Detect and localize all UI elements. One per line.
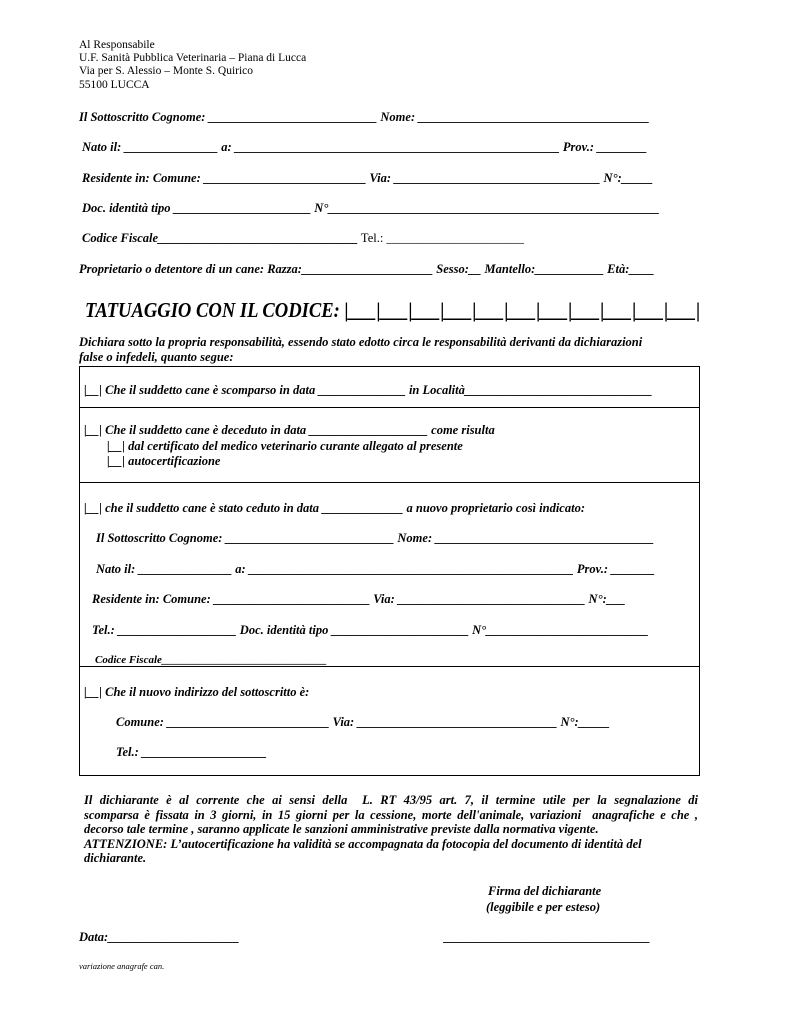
date-field: Data:_____________________ (79, 930, 240, 944)
section-transfer-text: |__| che il suddetto cane è stato ceduto in data _____________ a nuovo proprietario così indicato: (84, 501, 585, 515)
new-address-row: Comune: __________________________ Via: ________________________________ N°:_____ (116, 715, 610, 729)
signature-sublabel: (leggibile e per esteso) (486, 900, 601, 914)
field-row-fiscal-code (82, 232, 524, 245)
legal-notice (84, 793, 698, 866)
tel-label: Tel.: ______________________ (358, 231, 524, 245)
section-lost-text: |__| Che il suddetto cane è scomparso in data ______________ in Località______________________________ (84, 383, 653, 397)
declaration-line-1: Dichiara sotto la propria responsabilità, essendo stato edotto circa le responsabilità derivanti da dichiarazioni (79, 335, 643, 349)
field-row-name: Il Sottoscritto Cognome: ___________________________ Nome: _____________________________________ (79, 110, 650, 124)
new-owner-name-row: Il Sottoscritto Cognome: ___________________________ Nome: ___________________________________ (96, 531, 654, 545)
field-row-birth: Nato il: _______________ a: ____________________________________________________ Prov.: ________ (82, 140, 648, 154)
new-address-tel-row: Tel.: ____________________ (116, 745, 267, 759)
field-row-id-doc: Doc. identità tipo ______________________ N°_____________________________________________________ (82, 201, 660, 215)
section-new-address-text: |__| Che il nuovo indirizzo del sottoscritto è: (84, 685, 310, 699)
new-owner-tel-doc-row: Tel.: ___________________ Doc. identità tipo ______________________ N°__________________________ (92, 623, 649, 637)
recipient-line-4: 55100 LUCCA (79, 79, 150, 91)
legal-notice-line-3: decorso tale termine , saranno applicate le sanzioni amministrative previste dalla normativa vigente. (84, 822, 599, 836)
fiscal-code-label: Codice Fiscale________________________________ (82, 231, 359, 245)
recipient-line-3: Via per S. Alessio – Monte S. Quirico (79, 65, 254, 77)
option-self-certification: |__| autocertificazione (107, 454, 221, 468)
field-row-dog: Proprietario o detentore di un cane: Razza:_____________________ Sesso:__ Mantello:___________ Età:____ (79, 262, 655, 276)
signature-label: Firma del dichiarante (488, 884, 602, 898)
legal-notice-line-5: dichiarante. (84, 851, 147, 865)
legal-notice-line-4: ATTENZIONE: L’autocertificazione ha validità se accompagnata da fotocopia del documento di identità del (84, 836, 642, 851)
field-row-residence: Residente in: Comune: __________________________ Via: _________________________________ N°:_____ (82, 171, 653, 185)
legal-notice-line-1: Il dichiarante è al corrente che ai sensi della L. RT 43/95 art. 7, il termine utile per la segnalazione di (84, 793, 698, 807)
section-deceased-text: |__| Che il suddetto cane è deceduto in data ___________________ come risulta (84, 423, 495, 437)
legal-notice-line-2: scomparsa è fissata in 3 giorni, in 15 giorni per la cessione, morte dell'animale, variazioni anagrafiche e che , (84, 807, 698, 822)
option-vet-certificate: |__| dal certificato del medico veterinario curante allegato al presente (107, 439, 463, 453)
recipient-line-1: Al Responsabile (79, 39, 155, 51)
tattoo-code-title: TATUAGGIO CON IL CODICE: |___|___|___|___|___|___|___|___|___|___|___| (85, 298, 701, 322)
declaration-line-2: false o infedeli, quanto segue: (79, 350, 234, 364)
recipient-line-2: U.F. Sanità Pubblica Veterinaria – Piana di Lucca (79, 52, 307, 64)
signature-line: _________________________________ (444, 930, 651, 944)
new-owner-fiscal-code-row: Codice Fiscale______________________________ (95, 654, 327, 666)
footer-note: variazione anagrafe can. (79, 961, 165, 971)
new-owner-residence-row: Residente in: Comune: _________________________ Via: ______________________________ N°:___ (92, 592, 626, 606)
new-owner-birth-row: Nato il: _______________ a: ____________________________________________________ Prov.: _______ (96, 562, 655, 576)
